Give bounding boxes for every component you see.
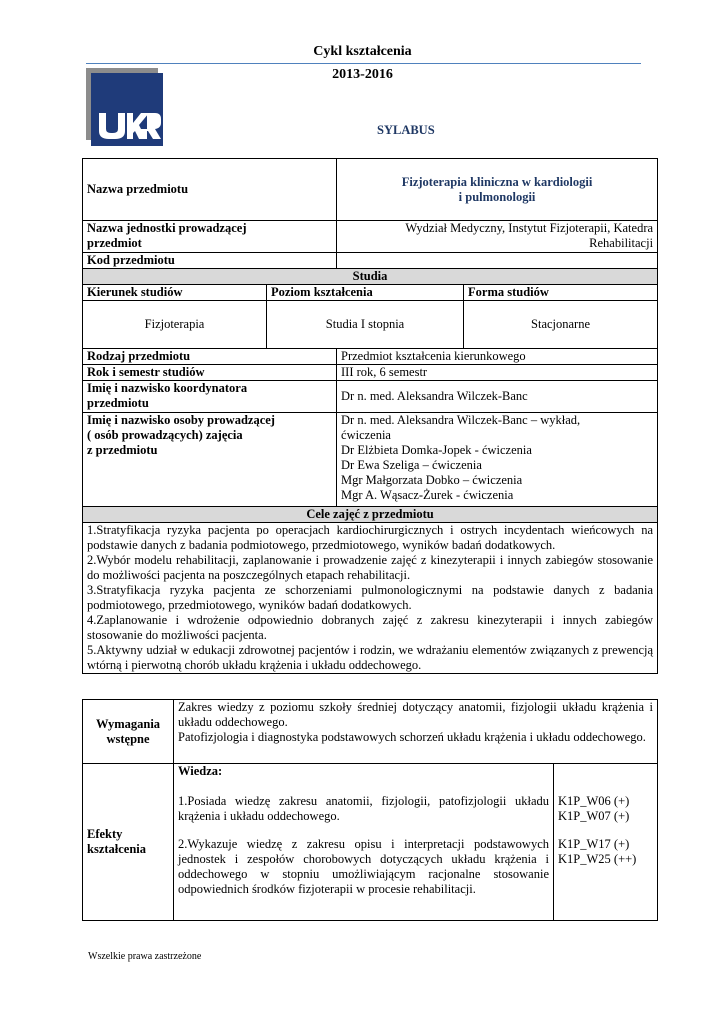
outcomes-label: Efekty kształcenia <box>83 764 174 921</box>
goals-list <box>83 523 658 674</box>
header-rule <box>86 63 641 64</box>
goal-item: 5.Aktywny udział w edukacji zdrowotnej pacjentów i rodzin, we wdrażaniu elementów związanych z prewencją wtórną i pierwotną chorób układu krążenia i układu oddechowego. <box>87 643 654 672</box>
teacher-item: Mgr Małgorzata Dobko – ćwiczenia <box>341 473 523 487</box>
outcome-code: K1P_W25 (++) <box>558 852 637 866</box>
teacher-item: Dr n. med. Aleksandra Wilczek-Banc – wykład, ćwiczenia <box>341 413 581 442</box>
cycle-title: Cykl kształcenia <box>313 44 412 59</box>
syllabus-table <box>82 158 658 674</box>
outcome-code: K1P_W17 (+) <box>558 837 630 851</box>
field-of-study-label: Kierunek studiów <box>83 285 267 301</box>
course-name-value: Fizjoterapia kliniczna w kardiologii i pulmonologii <box>337 159 658 221</box>
outcome-code: K1P_W07 (+) <box>558 809 630 823</box>
outcomes-text <box>174 764 554 921</box>
goal-item: 3.Stratyfikacja ryzyka pacjenta ze schorzeniami pulmonologicznymi na podstawie danych z badania podmiotowego, przedmiotowego, wyników badań dodatkowych. <box>87 583 654 612</box>
education-level-value: Studia I stopnia <box>267 301 464 349</box>
requirements-text <box>174 700 658 764</box>
course-code-label: Kod przedmiotu <box>83 253 337 269</box>
requirement-item: Zakres wiedzy z poziomu szkoły średniej dotyczący anatomii, fizjologii układu krążenia i układu oddechowego. <box>178 700 654 729</box>
teachers-list <box>337 413 658 507</box>
goal-item: 4.Zaplanowanie i wdrożenie odpowiednio dobranych zajęć z zakresu kinezyterapii i innych zabiegów stosowanie do możliwości pacjenta. <box>87 613 654 642</box>
study-form-value: Stacjonarne <box>464 301 658 349</box>
outcome-codes <box>554 764 658 921</box>
unit-value: Wydział Medyczny, Instytut Fizjoterapii, Katedra Rehabilitacji <box>337 221 658 253</box>
coordinator-label: Imię i nazwisko koordynatora przedmiotu <box>83 381 337 413</box>
study-form-label: Forma studiów <box>464 285 658 301</box>
knowledge-heading: Wiedza: <box>178 764 223 778</box>
university-logo-icon <box>91 73 163 146</box>
goals-heading: Cele zajęć z przedmiotu <box>83 507 658 523</box>
outcomes-table <box>82 699 658 921</box>
year-semester-label: Rok i semestr studiów <box>83 365 337 381</box>
year-semester-value: III rok, 6 semestr <box>337 365 658 381</box>
outcome-item: 2.Wykazuje wiedzę z zakresu opisu i interpretacji podstawowych jednostek i zespołów chorobowych dotyczących układu krążenia i oddechowego w stopniu umożliwiającym racjonalne stosowanie odpowiednich środków fizjoterapii w procesie rehabilitacji. <box>178 837 549 896</box>
teachers-label: Imię i nazwisko osoby prowadzącej ( osób prowadzących) zajęcia z przedmiotu <box>83 413 337 507</box>
course-type-value: Przedmiot kształcenia kierunkowego <box>337 349 658 365</box>
studies-heading: Studia <box>83 269 658 285</box>
field-of-study-value: Fizjoterapia <box>83 301 267 349</box>
teacher-item: Dr Elżbieta Domka-Jopek - ćwiczenia <box>341 443 532 457</box>
course-name-label: Nazwa przedmiotu <box>83 159 337 221</box>
teacher-item: Mgr A. Wąsacz-Żurek - ćwiczenia <box>341 488 514 502</box>
outcome-code: K1P_W06 (+) <box>558 794 630 808</box>
coordinator-value: Dr n. med. Aleksandra Wilczek-Banc <box>337 381 658 413</box>
education-level-label: Poziom kształcenia <box>267 285 464 301</box>
teacher-item: Dr Ewa Szeliga – ćwiczenia <box>341 458 482 472</box>
goal-item: 1.Stratyfikacja ryzyka pacjenta po operacjach kardiochirurgicznych i ostrych incydentach wieńcowych na podstawie danych z badania podmiotowego, przedmiotowego, wyników badań dodatkowych. <box>87 523 654 552</box>
unit-label: Nazwa jednostki prowadzącej przedmiot <box>83 221 337 253</box>
requirement-item: Patofizjologia i diagnostyka podstawowych schorzeń układu krążenia i układu oddechowego. <box>178 730 646 744</box>
course-type-label: Rodzaj przedmiotu <box>83 349 337 365</box>
goal-item: 2.Wybór modelu rehabilitacji, zaplanowanie i prowadzenie zajęć z kinezyterapii i innych zabiegów stosowanie do możliwości pacjenta na poszczególnych etapach rehabilitacji. <box>87 553 654 582</box>
cycle-years: 2013-2016 <box>332 67 393 82</box>
course-code-value <box>337 253 658 269</box>
footer-text: Wszelkie prawa zastrzeżone <box>88 951 202 962</box>
sylabus-title: SYLABUS <box>377 123 435 137</box>
outcome-item: 1.Posiada wiedzę zakresu anatomii, fizjologii, patofizjologii układu krążenia i układu oddechowego. <box>178 794 549 823</box>
requirements-label: Wymagania wstępne <box>83 700 174 764</box>
